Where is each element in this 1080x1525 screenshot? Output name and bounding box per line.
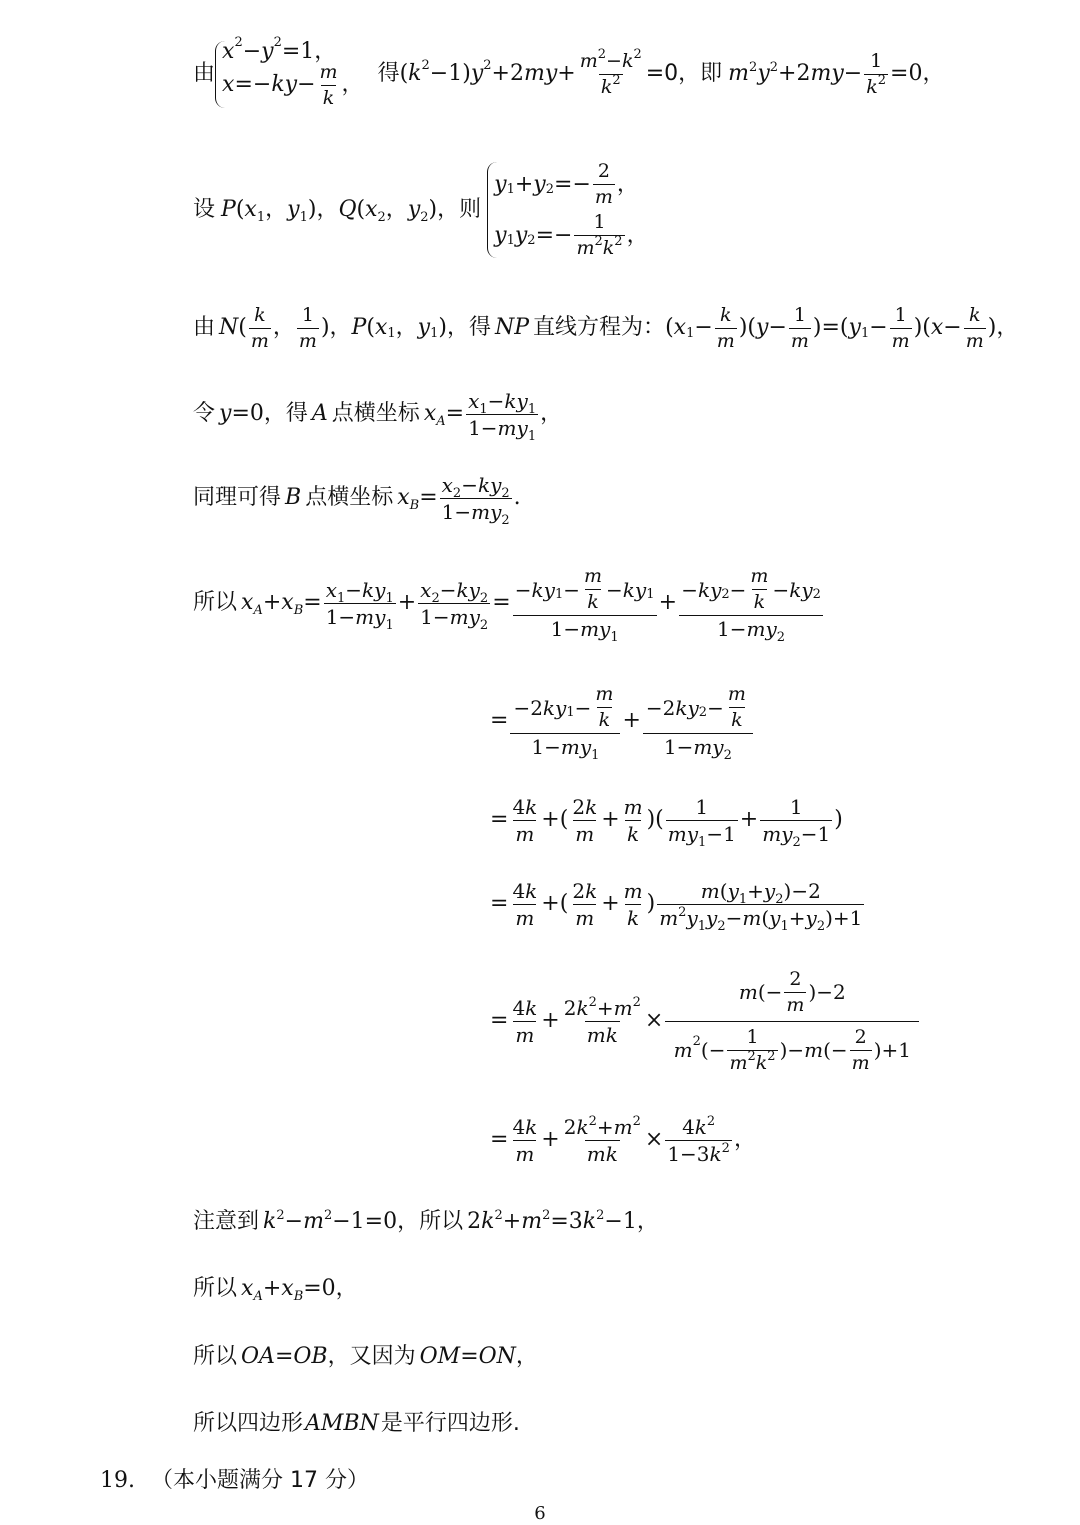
note-line: 注意到 $k^2-m^2-1=0$， 所以 $2k^2+m^2=3k^2-1$，: [193, 1208, 659, 1234]
sum-line-4: = $\frac{4k}{m}$ +( $\frac{2k}{m}$ + $\frac{m}{k}$ ) $\frac{m(y_1+y_2)-2}{m^2y_1y_2-m(y_1+y_2)+1}$: [490, 878, 863, 934]
sum-line-5: = $\frac{4k}{m}$ + $\frac{2k^2+m^2}{mk}$ × m (− $\frac{2}{m}$ )−2 m 2 (− $\frac{1}{m^2k^2}$ )− m (− $\frac{2}{m}$ )+1: [490, 966, 921, 1076]
page-number: [530, 1504, 550, 1524]
sum-line-6: = $\frac{4k}{m}$ + $\frac{2k^2+m^2}{mk}$ × $\frac{4k^2}{1-3k^2}$ ，: [490, 1113, 756, 1166]
xa-line: 令 y=0， 得 A 点横坐标 $x_A=$ $\frac{x_1-ky_1}{1-my_1}$ ，: [193, 388, 563, 444]
np-line-equation: 由 N( $\frac{k}{m}$ ， $\frac{1}{m}$ )， P ( x 1 ， y 1 )， 得 NP 直线方程为： ( x 1 − $\frac{k}{m}$ )( y − $\frac{1}{m}$ )=( y 1 − $\frac{1}{m}$ )( x − $\frac{k}{m}$ )，: [193, 303, 1019, 352]
text-you: 由: [193, 61, 216, 86]
text-pingxing: 是平行四边形.: [380, 1411, 520, 1436]
text-de-3: 得: [285, 401, 308, 426]
text-ji: =0，即: [645, 61, 723, 86]
text-suoyi-4: 所以: [193, 1344, 238, 1369]
sum-line-3: = $\frac{4k}{m}$ +( $\frac{2k}{m}$ + $\frac{m}{k}$ )( $\frac{1}{my_1-1}$ + $\frac{1}{my_2-1}$ ): [490, 794, 843, 850]
xb-line: 同理可得 B 点横坐标 $x_B=$ $\frac{x_2-ky_2}{1-my_2}$ .: [193, 472, 521, 528]
text-ling: 令: [193, 401, 216, 426]
text-ze: 则: [459, 197, 482, 222]
vieta-line: 设 $P(x_1$，$y_1$)，$Q(x_2$，$y_2$)， 则 y 1 + y 2 =− $\frac{2}{m}$ ， y 1 y 2 =− $\frac{1}{m^2k^2}$ ，: [193, 160, 649, 259]
text-horizontal-coord: 点横坐标: [331, 401, 420, 426]
sum-line-2: = −2 ky 1 − $\frac{m}{k}$ $1-my_1$ + −2 ky 2 − $\frac{m}{k}$ $1-my_2$: [490, 678, 755, 764]
text-she: 设: [193, 197, 216, 222]
text-suoyi-2: 所以: [419, 1209, 464, 1234]
conclusion-oa: 所以 OA=OB， 又因为 OM=ON，: [193, 1344, 538, 1369]
conclusion-parallelogram: 所以四边形 AMBN 是平行四边形.: [193, 1411, 520, 1436]
problem-header: [100, 1467, 369, 1495]
conclusion-sum: 所以 $x_A+x_B=0$，: [193, 1276, 358, 1304]
sum-line-1: 所以 $x_A+x_B=$ $\frac{x_1-ky_1}{1-my_1}$ + $\frac{x_2-ky_2}{1-my_2}$ = − ky 1 − $\frac{m}{k}$ − ky 1 $1-my_1$ + − ky 2 − $\frac{m}{k}$ − ky 2 $1-my_2$: [193, 560, 825, 646]
equation-system-line: 由 x 2 − y 2 =1， x =− ky − $\frac{m}{k}$ ， 得 ( k 2 −1) y 2 +2 my + $\frac{m^2-k^2}{k^2}$ =0，即 $m^2y^2+2my-$ $\frac{1}{k^2}$ =0，: [193, 35, 945, 109]
text-de: 得: [377, 61, 400, 86]
text-zhuyi: 注意到: [193, 1209, 260, 1234]
text-suoyi-3: 所以: [193, 1276, 238, 1301]
text-horizontal-coord-2: 点横坐标: [305, 485, 394, 510]
text-line-eq: 直线方程为：: [533, 315, 666, 340]
problem-number: 19.: [100, 1468, 135, 1493]
page-number-text: 6: [534, 1503, 546, 1524]
text-suoyi: 所以: [193, 590, 238, 615]
text-youyinwei: 又因为: [349, 1344, 416, 1369]
problem-score: （本小题满分 17 分）: [151, 1468, 369, 1493]
vieta-system: y 1 + y 2 =− $\frac{2}{m}$ ， y 1 y 2 =− $\frac{1}{m^2k^2}$ ，: [487, 162, 648, 258]
text-you-2: 由: [193, 315, 216, 340]
text-de-2: 得: [468, 315, 491, 340]
text-tongli: 同理可得: [193, 485, 282, 510]
text-sibianxing: 所以四边形: [193, 1411, 304, 1436]
equation-system: x 2 − y 2 =1， x =− ky − $\frac{m}{k}$ ，: [215, 41, 364, 108]
